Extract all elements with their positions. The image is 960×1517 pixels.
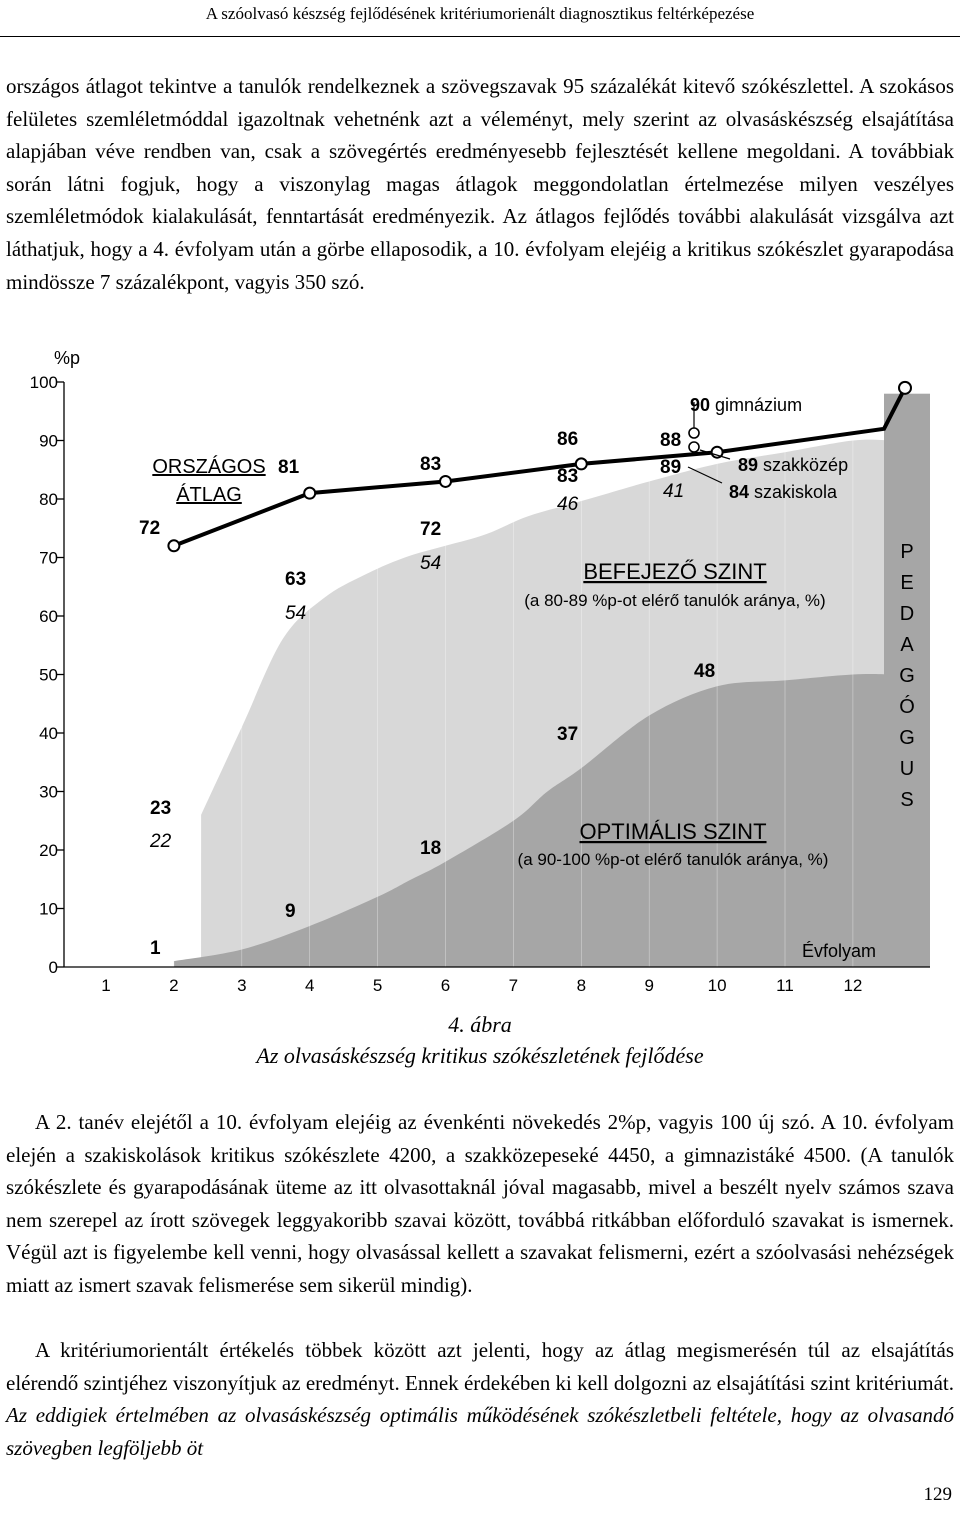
optimalis-subtitle: (a 90-100 %p-ot elérő tanulók aránya, %) xyxy=(517,850,829,869)
average-value-label: 81 xyxy=(278,457,300,478)
average-value-label: 72 xyxy=(139,518,161,539)
befejezo-value-label: 89 xyxy=(660,457,682,478)
y-tick-label: 20 xyxy=(39,841,58,860)
callout-gimnázium xyxy=(690,395,802,415)
befejezo-percent-label: 46 xyxy=(557,494,579,515)
optimalis-value-label: 37 xyxy=(557,724,579,745)
callout-szakiskola xyxy=(729,482,838,502)
callout-value: 84 xyxy=(729,482,755,502)
optimalis-value-label: 23 xyxy=(150,798,172,819)
x-tick-label: 2 xyxy=(169,976,179,995)
befejezo-percent-label: 54 xyxy=(420,553,442,574)
vocabulary-chart xyxy=(0,340,960,1000)
pedagogus-letter: S xyxy=(900,789,914,811)
figure-number: 4. ábra xyxy=(448,1012,512,1037)
pedagogus-letter: G xyxy=(899,665,915,687)
pedagogus-letter: A xyxy=(900,634,914,656)
x-tick-label: 5 xyxy=(372,976,383,995)
befejezo-title: BEFEJEZŐ SZINT xyxy=(583,559,767,584)
befejezo-percent-label: 22 xyxy=(150,831,172,852)
x-tick-label: 9 xyxy=(644,976,654,995)
y-tick-label: 10 xyxy=(39,899,58,919)
pedagogus-letter: U xyxy=(899,758,915,780)
page-number: 129 xyxy=(923,1484,952,1505)
befejezo-percent-label: 41 xyxy=(663,481,685,502)
paragraph-2: A 2. tanév elejétől a 10. évfolyam elejéig az évenkénti növekedés 2%p, vagyis 100 új szó. A 10. évfolyam elején a szakiskolások kritikus szókészlete 4200, a szakközepeseké 4450, a gimnazistáké 4500. (A tanulók szókészlete és gyarapodásának üteme az itt olvasottaknál jóval magasabb, mivel a beszélt nyelv számos szava nem szerepel az írott szövegek leggyakoribb szavai között, továbbá ritkábban előforduló szavakat is ismernek. Végül azt is figyelembe kell venni, hogy olvasással kellett a szavakat felismerni, ezért a szóolvasási nehézségek miatt az ismert szavak felismerése sem sikerül mindig). xyxy=(6,1110,954,1297)
befejezo-value-label: 83 xyxy=(557,466,579,487)
paragraph-1: országos átlagot tekintve a tanulók rendelkeznek a szövegszavak 95 százalékát kitevő szókészlettel. A szokásos felületes szemléletmóddal igazoltnak vehetnénk azt a véleményt, mely szerint az olvasáskészség elsajátítása alapjában véve rendben van, csak a szövegértés eredményesebb fejlesztését kellene megoldani. A továbbiak során látni fogjuk, hogy a viszonylag magas átlagok meggondolatlan értelmezése milyen veszélyes szemléletmódok kialakulását, fenntartását eredményezik. Az átlagos fejlődés további alakulását vizsgálva azt láthatjuk, hogy a 4. évfolyam után a görbe ellaposodik, a 10. évfolyam elejéig a kritikus szókészlet gyarapodása mindössze 7 százalékpont, vagyis 350 szó. xyxy=(6,74,954,294)
x-tick-label: 6 xyxy=(440,976,451,995)
y-tick-label: 90 xyxy=(39,431,58,451)
pedagogus-letter: E xyxy=(900,572,914,594)
gimnazium-point xyxy=(689,428,699,438)
average-point xyxy=(440,476,451,487)
paragraph-3 xyxy=(6,1334,954,1464)
callout-label: gimnázium xyxy=(715,395,803,415)
chart-areas xyxy=(174,394,930,967)
x-tick-label: 4 xyxy=(304,976,315,995)
optimalis-value-label: 9 xyxy=(285,901,296,922)
y-tick-label: 100 xyxy=(29,373,58,392)
x-tick-label: 8 xyxy=(576,976,587,995)
optimalis-title: OPTIMÁLIS SZINT xyxy=(579,819,767,844)
x-tick-label: 1 xyxy=(101,976,111,995)
x-tick-label: 11 xyxy=(776,976,794,995)
y-tick-label: 0 xyxy=(48,958,58,977)
callout-label: szakiskola xyxy=(754,482,838,502)
optimalis-value-label: 18 xyxy=(420,838,442,859)
optimalis-value-label: 48 xyxy=(694,661,716,682)
callout-label: szakközép xyxy=(763,455,849,475)
paragraph-3-italic: Az eddigiek értelmében az olvasáskészség optimális működésének szókészletbeli feltétele, hogy az olvasandó szövegben legföljebb öt xyxy=(6,1403,954,1460)
pedagogus-letter: D xyxy=(899,603,915,625)
average-value-label: 83 xyxy=(420,454,442,475)
average-point xyxy=(168,540,179,551)
x-axis-label: Évfolyam xyxy=(801,941,876,961)
pedagogus-letter: Ó xyxy=(899,696,915,718)
paragraph-3-plain: A kritériumorientált értékelés többek között azt jelenti, hogy az átlag megismerésén túl az elsajátítás elérendő szintjéhez viszonyítjuk az eredményt. Ennek érdekében ki kell dolgozni az elsajátítási szint kritériumát. xyxy=(6,1338,954,1395)
szakkozep-point xyxy=(689,442,699,452)
y-tick-label: 30 xyxy=(39,782,58,802)
optimalis-value-label: 1 xyxy=(150,938,161,959)
pedagogus-letter: G xyxy=(899,727,915,749)
average-point xyxy=(304,488,315,499)
running-head: A szóolvasó készség fejlődésének kritériumorienált diagnosztikus feltérképezése xyxy=(205,4,755,23)
y-tick-label: 60 xyxy=(39,607,58,626)
y-unit-label: %p xyxy=(54,348,81,368)
pedagogus-point xyxy=(899,382,911,394)
average-title-line2: ÁTLAG xyxy=(176,484,242,506)
x-tick-label: 10 xyxy=(707,976,727,995)
befejezo-value-label: 63 xyxy=(285,569,307,590)
figure-caption: Az olvasáskészség kritikus szókészletének fejlődése xyxy=(256,1043,704,1068)
average-value-label: 86 xyxy=(557,429,579,450)
callout-value: 90 xyxy=(690,395,716,415)
y-tick-label: 70 xyxy=(39,548,58,568)
y-tick-label: 50 xyxy=(39,665,58,685)
callout-szakközép xyxy=(738,455,848,475)
header-rule xyxy=(0,36,960,37)
befejezo-subtitle: (a 80-89 %p-ot elérő tanulók aránya, %) xyxy=(524,591,826,610)
average-value-label: 88 xyxy=(660,430,682,451)
x-tick-label: 12 xyxy=(843,976,863,995)
befejezo-value-label: 72 xyxy=(420,519,442,540)
pedagogus-letter: P xyxy=(900,541,914,563)
x-tick-label: 3 xyxy=(237,976,247,995)
y-tick-label: 40 xyxy=(39,724,58,743)
callout-value: 89 xyxy=(738,455,764,475)
average-title-line1: ORSZÁGOS xyxy=(152,456,266,478)
y-tick-label: 80 xyxy=(39,490,58,509)
befejezo-percent-label: 54 xyxy=(285,603,307,624)
x-tick-label: 7 xyxy=(508,976,519,995)
